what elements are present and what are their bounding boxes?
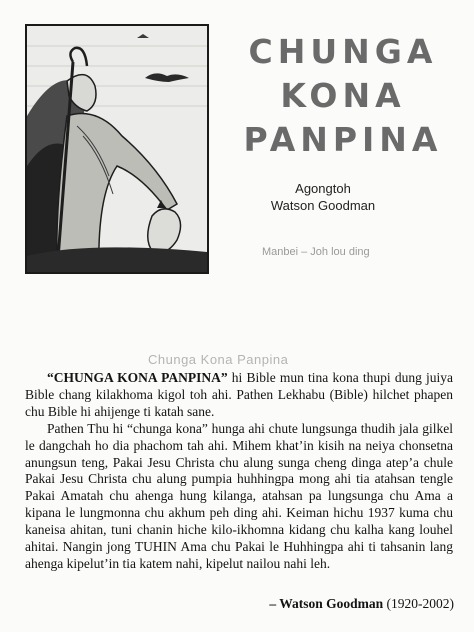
book-title-quote: “CHUNGA KONA PANPINA” xyxy=(47,370,228,385)
body-text xyxy=(25,370,453,573)
paragraph xyxy=(25,370,453,421)
illustrator-credit: Manbei – Joh lou ding xyxy=(262,246,370,258)
faint-heading: Chunga Kona Panpina xyxy=(148,352,289,367)
signature-name: – Watson Goodman xyxy=(269,596,384,611)
title-line: PANPINA xyxy=(243,120,443,159)
cover-illustration xyxy=(25,24,209,274)
signature xyxy=(240,596,454,612)
signature-years: (1920-2002) xyxy=(383,596,454,611)
author-label: Agongtoh xyxy=(295,181,351,196)
paragraph-text: hi Bible mun tina kona thupi dung juiya Bible chang kilakhoma kigol toh ahi. Pathen Lekhabu (Bible) hilchet phapen chu Bible hi ahijenge ti katah sane. xyxy=(25,370,453,419)
title-line: CHUNGA xyxy=(248,32,438,71)
title-line: KONA xyxy=(280,76,406,115)
book-title xyxy=(228,30,458,162)
author-name: Watson Goodman xyxy=(270,198,376,213)
paragraph: Pathen Thu hi “chunga kona” hunga ahi chute lungsunga thudih jala gilkel le dangchah ho dia phachom tah ahi. Mihem khat’in kisih na neiya chonsetna anungsun teng, Pakai Jesu Christa chu alung sunga cheng dinga atep’a chule Pakai Jesu Christa chu alung pumpia huhhingpa mong ahi tia atahsan tengle Pakai Amatah chu ahenga hung kilanga, atahsan pa lungsunga chu Ama a kipana le lungmonna chu akhum peh ding ahi. Keiman hichu 1937 kuma chu kaneisa ahitan, tuni chanin hiche kilo-ikhomna kidang chu kalha kang louhel ahitai. Nangin jong TUHIN Ama chu Pakai le Huhhingpa ahi ti tahsanin lang ahenga kipelut’in tia katem nahi, kipelut nailou nahi leh. xyxy=(25,420,453,571)
